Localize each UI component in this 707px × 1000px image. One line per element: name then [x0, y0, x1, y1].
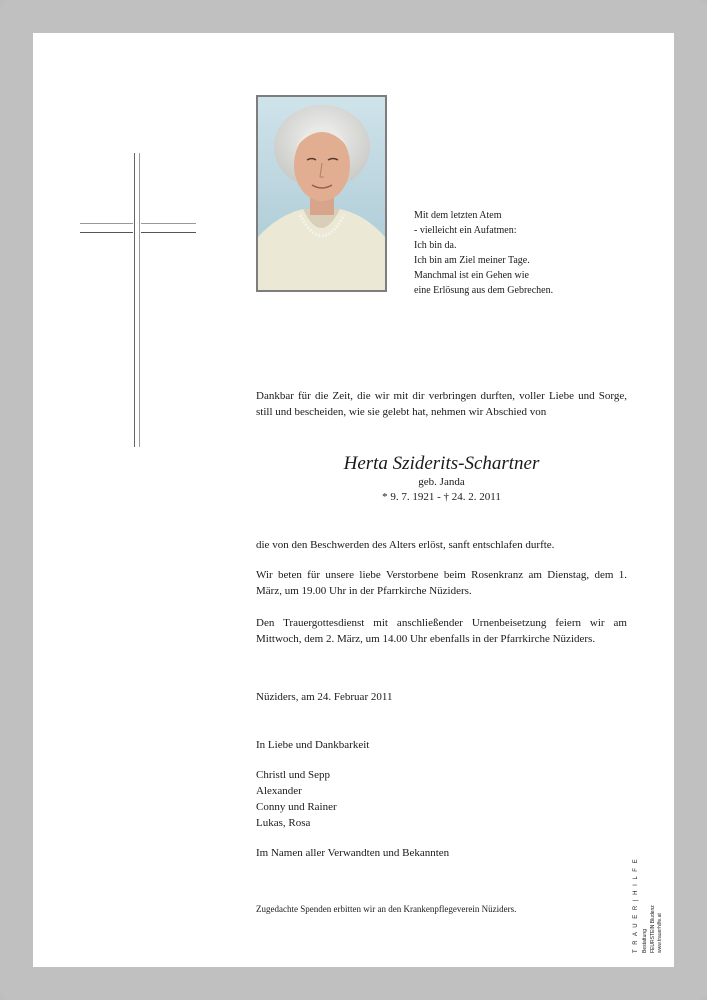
mourner-name: Christl und Sepp [256, 769, 330, 781]
poem-line: Ich bin am Ziel meiner Tage. [414, 255, 530, 266]
deceased-name: Herta Sziderits-Schartner [343, 453, 540, 474]
place-date: Nüziders, am 24. Februar 2011 [256, 691, 393, 703]
logo-web: www.trauerhilfe.at [657, 913, 663, 953]
poem-line: eine Erlösung aus dem Gebrechen. [414, 285, 554, 296]
obituary-page [33, 33, 674, 967]
poem-line: Ich bin da. [414, 240, 457, 251]
mourner-name: Conny und Rainer [256, 801, 337, 813]
maiden-name: geb. Janda [418, 476, 465, 488]
relatives-text: Im Namen aller Verwandten und Bekannten [256, 847, 450, 859]
portrait-photo [256, 95, 387, 292]
poem-line: Manchmal ist ein Gehen wie [414, 270, 529, 281]
rosary-text: Wir beten für unsere liebe Verstorbene beim Rosenkranz am Dienstag, dem 1. März, um 19.00 Uhr in der Pfarrkirche Nüziders. [256, 569, 627, 597]
logo-name: T R A U E R | H I L F E [633, 857, 639, 953]
poem-line: - vielleicht ein Aufatmen: [414, 225, 517, 236]
closing-text: In Liebe und Dankbarkeit [256, 739, 370, 751]
funeral-text: Den Trauergottesdienst mit anschließender Urnenbeisetzung feiern wir am Mittwoch, dem 2. März, um 14.00 Uhr ebenfalls in der Pfarrkirche Nüziders. [256, 617, 627, 645]
funeral-home-logo [633, 853, 667, 953]
poem-line: Mit dem letzten Atem [414, 210, 502, 221]
logo-sub: FEURSTEIN Bludenz [650, 905, 656, 953]
life-dates: * 9. 7. 1921 - † 24. 2. 2011 [382, 491, 501, 503]
intro-text: Dankbar für die Zeit, die wir mit dir verbringen durften, voller Liebe und Sorge, still und bescheiden, wie sie gelebt hat, nehmen wir Abschied von [256, 390, 627, 418]
mourner-name: Lukas, Rosa [256, 817, 311, 829]
poem [414, 208, 644, 298]
logo-sub: Bestattung [642, 929, 648, 953]
donations-text: Zugedachte Spenden erbitten wir an den Krankenpflegeverein Nüziders. [256, 904, 517, 914]
mourner-name: Alexander [256, 785, 302, 797]
passed-text: die von den Beschwerden des Alters erlöst, sanft entschlafen durfte. [256, 539, 555, 551]
